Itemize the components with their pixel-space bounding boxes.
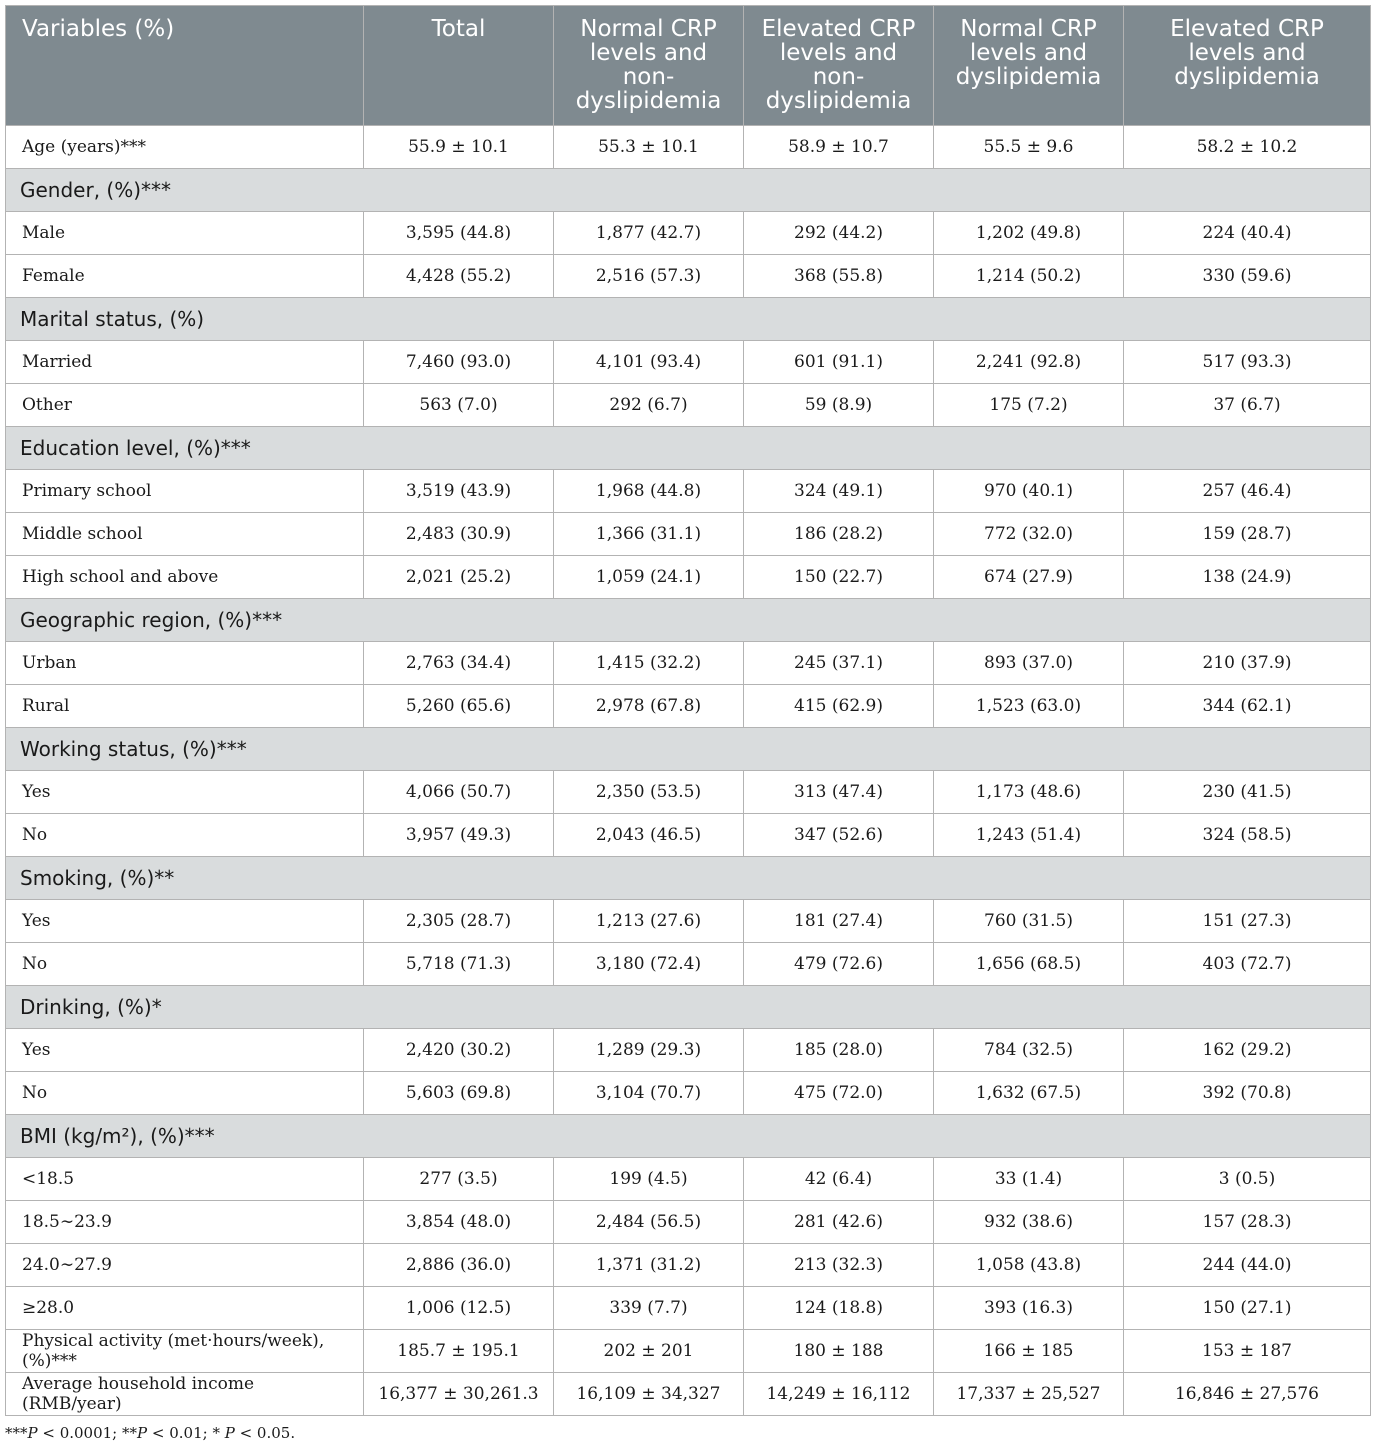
cell-elevated-crp-non-dyslipidemia: 368 (55.8)	[744, 255, 934, 298]
section-row	[6, 986, 1371, 1029]
table-row	[6, 126, 1371, 169]
cell-elevated-crp-dyslipidemia: 324 (58.5)	[1124, 814, 1371, 857]
cell-variable: No	[6, 1072, 364, 1115]
cell-total: 2,305 (28.7)	[364, 900, 554, 943]
cell-variable: Primary school	[6, 470, 364, 513]
cell-normal-crp-non-dyslipidemia: 1,371 (31.2)	[554, 1244, 744, 1287]
table-row	[6, 470, 1371, 513]
cell-normal-crp-non-dyslipidemia: 1,213 (27.6)	[554, 900, 744, 943]
cell-normal-crp-non-dyslipidemia: 1,968 (44.8)	[554, 470, 744, 513]
cell-elevated-crp-non-dyslipidemia: 59 (8.9)	[744, 384, 934, 427]
cell-elevated-crp-non-dyslipidemia: 245 (37.1)	[744, 642, 934, 685]
cell-elevated-crp-dyslipidemia: 403 (72.7)	[1124, 943, 1371, 986]
table-row	[6, 513, 1371, 556]
table-row	[6, 556, 1371, 599]
header-elevated-crp-dyslipidemia: Elevated CRP levels and dyslipidemia	[1124, 6, 1371, 126]
cell-normal-crp-non-dyslipidemia: 4,101 (93.4)	[554, 341, 744, 384]
cell-elevated-crp-dyslipidemia: 16,846 ± 27,576	[1124, 1373, 1371, 1416]
footnote-stars-3: *	[212, 1424, 225, 1442]
cell-elevated-crp-dyslipidemia: 3 (0.5)	[1124, 1158, 1371, 1201]
cell-elevated-crp-dyslipidemia: 230 (41.5)	[1124, 771, 1371, 814]
cell-total: 563 (7.0)	[364, 384, 554, 427]
footnote-p-2: P	[137, 1424, 148, 1442]
cell-normal-crp-dyslipidemia: 932 (38.6)	[934, 1201, 1124, 1244]
cell-elevated-crp-dyslipidemia: 344 (62.1)	[1124, 685, 1371, 728]
cell-elevated-crp-non-dyslipidemia: 601 (91.1)	[744, 341, 934, 384]
table-row	[6, 1330, 1371, 1373]
cell-normal-crp-non-dyslipidemia: 292 (6.7)	[554, 384, 744, 427]
table-row	[6, 642, 1371, 685]
cell-normal-crp-dyslipidemia: 760 (31.5)	[934, 900, 1124, 943]
footnote-stars-1: ***	[5, 1424, 28, 1442]
characteristics-table	[5, 5, 1371, 1416]
section-row	[6, 1115, 1371, 1158]
cell-total: 2,763 (34.4)	[364, 642, 554, 685]
cell-variable: Middle school	[6, 513, 364, 556]
section-row	[6, 298, 1371, 341]
cell-normal-crp-non-dyslipidemia: 2,516 (57.3)	[554, 255, 744, 298]
table-row	[6, 814, 1371, 857]
cell-variable: Male	[6, 212, 364, 255]
section-label: Gender, (%)***	[6, 169, 1371, 212]
cell-normal-crp-dyslipidemia: 1,523 (63.0)	[934, 685, 1124, 728]
cell-elevated-crp-dyslipidemia: 58.2 ± 10.2	[1124, 126, 1371, 169]
section-label: Education level, (%)***	[6, 427, 1371, 470]
header-normal-crp-non-dyslipidemia: Normal CRP levels and non-dyslipidemia	[554, 6, 744, 126]
cell-variable: No	[6, 814, 364, 857]
cell-total: 55.9 ± 10.1	[364, 126, 554, 169]
cell-normal-crp-non-dyslipidemia: 55.3 ± 10.1	[554, 126, 744, 169]
cell-normal-crp-dyslipidemia: 393 (16.3)	[934, 1287, 1124, 1330]
section-label: Marital status, (%)	[6, 298, 1371, 341]
cell-total: 2,420 (30.2)	[364, 1029, 554, 1072]
cell-variable: Rural	[6, 685, 364, 728]
cell-normal-crp-non-dyslipidemia: 202 ± 201	[554, 1330, 744, 1373]
cell-normal-crp-non-dyslipidemia: 339 (7.7)	[554, 1287, 744, 1330]
table-row	[6, 1244, 1371, 1287]
cell-variable: No	[6, 943, 364, 986]
cell-variable: Yes	[6, 900, 364, 943]
cell-elevated-crp-dyslipidemia: 153 ± 187	[1124, 1330, 1371, 1373]
cell-elevated-crp-dyslipidemia: 224 (40.4)	[1124, 212, 1371, 255]
section-label: BMI (kg/m²), (%)***	[6, 1115, 1371, 1158]
section-row	[6, 599, 1371, 642]
footnote-p-1: P	[27, 1424, 38, 1442]
cell-variable: Married	[6, 341, 364, 384]
cell-normal-crp-dyslipidemia: 1,173 (48.6)	[934, 771, 1124, 814]
table-row	[6, 384, 1371, 427]
table-header	[6, 6, 1371, 126]
cell-normal-crp-dyslipidemia: 893 (37.0)	[934, 642, 1124, 685]
cell-total: 3,595 (44.8)	[364, 212, 554, 255]
table-row	[6, 771, 1371, 814]
cell-elevated-crp-dyslipidemia: 162 (29.2)	[1124, 1029, 1371, 1072]
cell-elevated-crp-non-dyslipidemia: 475 (72.0)	[744, 1072, 934, 1115]
cell-elevated-crp-dyslipidemia: 257 (46.4)	[1124, 470, 1371, 513]
cell-elevated-crp-non-dyslipidemia: 42 (6.4)	[744, 1158, 934, 1201]
cell-variable: Average household income (RMB/year)	[6, 1373, 364, 1416]
cell-elevated-crp-non-dyslipidemia: 213 (32.3)	[744, 1244, 934, 1287]
cell-elevated-crp-dyslipidemia: 330 (59.6)	[1124, 255, 1371, 298]
cell-variable: <18.5	[6, 1158, 364, 1201]
header-row	[6, 6, 1371, 126]
cell-normal-crp-dyslipidemia: 772 (32.0)	[934, 513, 1124, 556]
cell-elevated-crp-non-dyslipidemia: 14,249 ± 16,112	[744, 1373, 934, 1416]
cell-total: 185.7 ± 195.1	[364, 1330, 554, 1373]
header-elevated-crp-non-dyslipidemia: Elevated CRP levels and non-dyslipidemia	[744, 6, 934, 126]
footnote-p-3: P	[224, 1424, 235, 1442]
cell-total: 5,260 (65.6)	[364, 685, 554, 728]
cell-total: 2,886 (36.0)	[364, 1244, 554, 1287]
cell-variable: High school and above	[6, 556, 364, 599]
cell-normal-crp-dyslipidemia: 674 (27.9)	[934, 556, 1124, 599]
cell-elevated-crp-dyslipidemia: 150 (27.1)	[1124, 1287, 1371, 1330]
cell-normal-crp-dyslipidemia: 17,337 ± 25,527	[934, 1373, 1124, 1416]
cell-variable: 24.0∼27.9	[6, 1244, 364, 1287]
cell-normal-crp-non-dyslipidemia: 3,104 (70.7)	[554, 1072, 744, 1115]
footnote-stars-2: **	[122, 1424, 138, 1442]
cell-elevated-crp-non-dyslipidemia: 58.9 ± 10.7	[744, 126, 934, 169]
cell-elevated-crp-non-dyslipidemia: 150 (22.7)	[744, 556, 934, 599]
table-row	[6, 212, 1371, 255]
cell-elevated-crp-non-dyslipidemia: 479 (72.6)	[744, 943, 934, 986]
cell-total: 277 (3.5)	[364, 1158, 554, 1201]
cell-elevated-crp-dyslipidemia: 37 (6.7)	[1124, 384, 1371, 427]
cell-total: 2,483 (30.9)	[364, 513, 554, 556]
table-row	[6, 900, 1371, 943]
cell-total: 2,021 (25.2)	[364, 556, 554, 599]
cell-elevated-crp-dyslipidemia: 244 (44.0)	[1124, 1244, 1371, 1287]
cell-total: 5,718 (71.3)	[364, 943, 554, 986]
cell-total: 4,428 (55.2)	[364, 255, 554, 298]
footnote	[5, 1424, 295, 1442]
cell-elevated-crp-dyslipidemia: 157 (28.3)	[1124, 1201, 1371, 1244]
cell-elevated-crp-dyslipidemia: 517 (93.3)	[1124, 341, 1371, 384]
cell-elevated-crp-non-dyslipidemia: 324 (49.1)	[744, 470, 934, 513]
cell-normal-crp-non-dyslipidemia: 199 (4.5)	[554, 1158, 744, 1201]
table-row	[6, 1029, 1371, 1072]
cell-normal-crp-dyslipidemia: 1,656 (68.5)	[934, 943, 1124, 986]
cell-variable: ≥28.0	[6, 1287, 364, 1330]
table-row	[6, 1158, 1371, 1201]
section-row	[6, 169, 1371, 212]
cell-elevated-crp-dyslipidemia: 159 (28.7)	[1124, 513, 1371, 556]
header-variables: Variables (%)	[6, 6, 364, 126]
cell-normal-crp-dyslipidemia: 1,632 (67.5)	[934, 1072, 1124, 1115]
cell-normal-crp-non-dyslipidemia: 2,043 (46.5)	[554, 814, 744, 857]
cell-elevated-crp-non-dyslipidemia: 415 (62.9)	[744, 685, 934, 728]
cell-elevated-crp-dyslipidemia: 151 (27.3)	[1124, 900, 1371, 943]
table-body	[6, 126, 1371, 1416]
cell-normal-crp-non-dyslipidemia: 16,109 ± 34,327	[554, 1373, 744, 1416]
cell-elevated-crp-non-dyslipidemia: 185 (28.0)	[744, 1029, 934, 1072]
table-row	[6, 255, 1371, 298]
cell-normal-crp-non-dyslipidemia: 2,978 (67.8)	[554, 685, 744, 728]
cell-elevated-crp-non-dyslipidemia: 180 ± 188	[744, 1330, 934, 1373]
footnote-threshold-3: < 0.05.	[234, 1424, 296, 1442]
cell-elevated-crp-dyslipidemia: 392 (70.8)	[1124, 1072, 1371, 1115]
cell-normal-crp-non-dyslipidemia: 1,289 (29.3)	[554, 1029, 744, 1072]
section-label: Working status, (%)***	[6, 728, 1371, 771]
section-label: Geographic region, (%)***	[6, 599, 1371, 642]
cell-total: 4,066 (50.7)	[364, 771, 554, 814]
cell-variable: Yes	[6, 1029, 364, 1072]
cell-normal-crp-dyslipidemia: 1,202 (49.8)	[934, 212, 1124, 255]
cell-variable: Yes	[6, 771, 364, 814]
table-row	[6, 1287, 1371, 1330]
cell-normal-crp-dyslipidemia: 33 (1.4)	[934, 1158, 1124, 1201]
cell-normal-crp-dyslipidemia: 2,241 (92.8)	[934, 341, 1124, 384]
cell-normal-crp-dyslipidemia: 1,058 (43.8)	[934, 1244, 1124, 1287]
cell-elevated-crp-non-dyslipidemia: 124 (18.8)	[744, 1287, 934, 1330]
cell-normal-crp-non-dyslipidemia: 3,180 (72.4)	[554, 943, 744, 986]
cell-total: 3,957 (49.3)	[364, 814, 554, 857]
table-row	[6, 943, 1371, 986]
cell-normal-crp-dyslipidemia: 1,214 (50.2)	[934, 255, 1124, 298]
cell-elevated-crp-dyslipidemia: 138 (24.9)	[1124, 556, 1371, 599]
cell-elevated-crp-non-dyslipidemia: 313 (47.4)	[744, 771, 934, 814]
cell-variable: 18.5∼23.9	[6, 1201, 364, 1244]
cell-normal-crp-non-dyslipidemia: 1,877 (42.7)	[554, 212, 744, 255]
cell-total: 3,854 (48.0)	[364, 1201, 554, 1244]
cell-total: 16,377 ± 30,261.3	[364, 1373, 554, 1416]
footnote-threshold-2: < 0.01;	[147, 1424, 213, 1442]
header-normal-crp-dyslipidemia: Normal CRP levels and dyslipidemia	[934, 6, 1124, 126]
cell-variable: Other	[6, 384, 364, 427]
cell-elevated-crp-non-dyslipidemia: 181 (27.4)	[744, 900, 934, 943]
section-row	[6, 427, 1371, 470]
cell-variable: Physical activity (met·hours/week), (%)***	[6, 1330, 364, 1373]
cell-normal-crp-non-dyslipidemia: 1,415 (32.2)	[554, 642, 744, 685]
cell-elevated-crp-non-dyslipidemia: 347 (52.6)	[744, 814, 934, 857]
cell-normal-crp-non-dyslipidemia: 2,484 (56.5)	[554, 1201, 744, 1244]
cell-total: 3,519 (43.9)	[364, 470, 554, 513]
cell-normal-crp-non-dyslipidemia: 1,366 (31.1)	[554, 513, 744, 556]
table-row	[6, 1373, 1371, 1416]
table-row	[6, 1201, 1371, 1244]
footnote-threshold-1: < 0.0001;	[37, 1424, 123, 1442]
section-row	[6, 728, 1371, 771]
cell-elevated-crp-non-dyslipidemia: 186 (28.2)	[744, 513, 934, 556]
cell-normal-crp-dyslipidemia: 166 ± 185	[934, 1330, 1124, 1373]
section-label: Smoking, (%)**	[6, 857, 1371, 900]
cell-elevated-crp-non-dyslipidemia: 292 (44.2)	[744, 212, 934, 255]
cell-variable: Age (years)***	[6, 126, 364, 169]
cell-normal-crp-dyslipidemia: 175 (7.2)	[934, 384, 1124, 427]
cell-normal-crp-dyslipidemia: 1,243 (51.4)	[934, 814, 1124, 857]
cell-variable: Female	[6, 255, 364, 298]
cell-normal-crp-non-dyslipidemia: 1,059 (24.1)	[554, 556, 744, 599]
cell-elevated-crp-non-dyslipidemia: 281 (42.6)	[744, 1201, 934, 1244]
table-row	[6, 685, 1371, 728]
table-row	[6, 341, 1371, 384]
section-label: Drinking, (%)*	[6, 986, 1371, 1029]
cell-total: 5,603 (69.8)	[364, 1072, 554, 1115]
cell-variable: Urban	[6, 642, 364, 685]
cell-normal-crp-non-dyslipidemia: 2,350 (53.5)	[554, 771, 744, 814]
cell-normal-crp-dyslipidemia: 784 (32.5)	[934, 1029, 1124, 1072]
cell-total: 1,006 (12.5)	[364, 1287, 554, 1330]
cell-elevated-crp-dyslipidemia: 210 (37.9)	[1124, 642, 1371, 685]
header-total: Total	[364, 6, 554, 126]
table-row	[6, 1072, 1371, 1115]
cell-total: 7,460 (93.0)	[364, 341, 554, 384]
cell-normal-crp-dyslipidemia: 970 (40.1)	[934, 470, 1124, 513]
cell-normal-crp-dyslipidemia: 55.5 ± 9.6	[934, 126, 1124, 169]
section-row	[6, 857, 1371, 900]
